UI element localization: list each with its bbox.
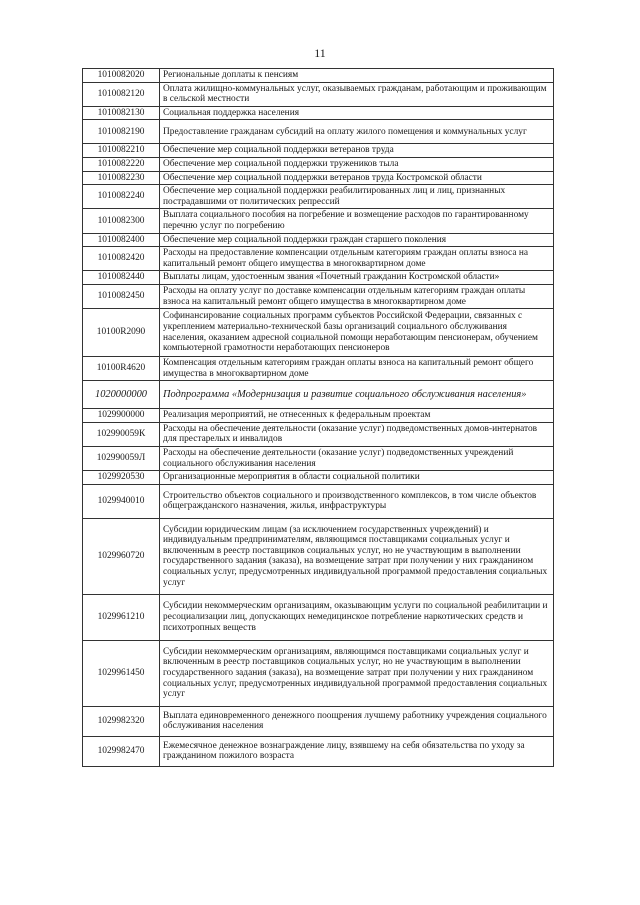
table-row	[83, 171, 554, 185]
table-row	[83, 247, 554, 271]
expense-description: Софинансирование социальных программ субъектов Российской Федерации, связанных с укреплением материально-технической базы организаций социального обслуживания населения, оказанием адресной социальной помощи неработающим пенсионерам, обучением компьютерной грамотности неработающих пенсионеров	[160, 309, 554, 357]
classification-code: 1010082130	[83, 106, 160, 120]
classification-code: 10100R4620	[83, 357, 160, 381]
classification-code: 1010082020	[83, 69, 160, 83]
table-row	[83, 144, 554, 158]
table-row	[83, 736, 554, 766]
expense-description: Реализация мероприятий, не отнесенных к федеральным проектам	[160, 409, 554, 423]
table-row	[83, 284, 554, 308]
expense-description: Региональные доплаты к пенсиям	[160, 69, 554, 83]
classification-code: 1029900000	[83, 409, 160, 423]
classification-code: 1010082450	[83, 284, 160, 308]
table-row	[83, 518, 554, 594]
classification-code: 1020000000	[83, 381, 160, 409]
expense-description: Подпрограмма «Модернизация и развитие социального обслуживания населения»	[160, 381, 554, 409]
table-body	[83, 69, 554, 767]
expense-description: Социальная поддержка населения	[160, 106, 554, 120]
table-row	[83, 422, 554, 446]
table-row	[83, 185, 554, 209]
classification-code: 1010082190	[83, 120, 160, 144]
table-row	[83, 484, 554, 518]
expense-description: Обеспечение мер социальной поддержки ветеранов труда Костромской области	[160, 171, 554, 185]
classification-code: 1029920530	[83, 471, 160, 485]
table-row	[83, 409, 554, 423]
classification-code: 1010082420	[83, 247, 160, 271]
table-row	[83, 106, 554, 120]
classification-code: 1010082220	[83, 157, 160, 171]
table-row	[83, 209, 554, 233]
classification-code: 1029982320	[83, 706, 160, 736]
budget-codes-table	[82, 68, 554, 767]
table-row	[83, 271, 554, 285]
classification-code: 1010082210	[83, 144, 160, 158]
classification-code: 1010082230	[83, 171, 160, 185]
table-row	[83, 706, 554, 736]
expense-description: Субсидии некоммерческим организациям, являющимся поставщиками социальных услуг и включенным в реестр поставщиков социальных услуг, но не участвующим в выполнении государственного задания (заказа), на возмещение затрат при получении у них гражданином социальных услуг, предусмотренных индивидуальной программой предоставления социальных услуг	[160, 640, 554, 706]
table-row	[83, 357, 554, 381]
classification-code: 1010082400	[83, 233, 160, 247]
expense-description: Обеспечение мер социальной поддержки тружеников тыла	[160, 157, 554, 171]
classification-code: 1010082120	[83, 82, 160, 106]
expense-description: Субсидии юридическим лицам (за исключением государственных учреждений) и индивидуальным предпринимателям, являющимся поставщиками социальных услуг и включенным в реестр поставщиков социальных услуг, но не участвующим в выполнении государственного задания (заказа), на возмещение затрат при получении у них гражданином социальных услуг, предусмотренных индивидуальной программой предоставления социальных услуг	[160, 518, 554, 594]
classification-code: 102990059Л	[83, 447, 160, 471]
expense-description: Компенсация отдельным категориям граждан оплаты взноса на капитальный ремонт общего имущества в многоквартирном доме	[160, 357, 554, 381]
table-row	[83, 471, 554, 485]
classification-code: 1029960720	[83, 518, 160, 594]
expense-description: Расходы на предоставление компенсации отдельным категориям граждан оплаты взноса на капитальный ремонт общего имущества в многоквартирном доме	[160, 247, 554, 271]
expense-description: Расходы на оплату услуг по доставке компенсации отдельным категориям граждан оплаты взноса на капитальный ремонт общего имущества в многоквартирном доме	[160, 284, 554, 308]
table-row	[83, 233, 554, 247]
expense-description: Выплата единовременного денежного поощрения лучшему работнику учреждения социального обслуживания населения	[160, 706, 554, 736]
table-row	[83, 594, 554, 640]
expense-description: Организационные мероприятия в области социальной политики	[160, 471, 554, 485]
classification-code: 1029982470	[83, 736, 160, 766]
table-row	[83, 447, 554, 471]
expense-description: Обеспечение мер социальной поддержки реабилитированных лиц и лиц, признанных пострадавшими от политических репрессий	[160, 185, 554, 209]
expense-description: Выплата социального пособия на погребение и возмещение расходов по гарантированному перечню услуг по погребению	[160, 209, 554, 233]
classification-code: 10100R2090	[83, 309, 160, 357]
expense-description: Выплаты лицам, удостоенным звания «Почетный гражданин Костромской области»	[160, 271, 554, 285]
table-row	[83, 381, 554, 409]
expense-description: Расходы на обеспечение деятельности (оказание услуг) подведомственных учреждений социального обслуживания населения	[160, 447, 554, 471]
expense-description: Субсидии некоммерческим организациям, оказывающим услуги по социальной реабилитации и ресоциализации лиц, допускающих немедицинское потребление наркотических средств и психотропных веществ	[160, 594, 554, 640]
classification-code: 1010082300	[83, 209, 160, 233]
expense-description: Обеспечение мер социальной поддержки ветеранов труда	[160, 144, 554, 158]
page-number: 11	[314, 46, 326, 60]
expense-description: Строительство объектов социального и производственного комплексов, в том числе объектов общегражданского назначения, жилья, инфраструктуры	[160, 484, 554, 518]
classification-code: 1010082240	[83, 185, 160, 209]
classification-code: 1010082440	[83, 271, 160, 285]
expense-description: Предоставление гражданам субсидий на оплату жилого помещения и коммунальных услуг	[160, 120, 554, 144]
table-row	[83, 640, 554, 706]
table-row	[83, 82, 554, 106]
table-row	[83, 157, 554, 171]
table-row	[83, 69, 554, 83]
table-row	[83, 309, 554, 357]
classification-code: 102990059К	[83, 422, 160, 446]
classification-code: 1029940010	[83, 484, 160, 518]
expense-description: Расходы на обеспечение деятельности (оказание услуг) подведомственных домов-интернатов для престарелых и инвалидов	[160, 422, 554, 446]
classification-code: 1029961210	[83, 594, 160, 640]
table-row	[83, 120, 554, 144]
expense-description: Ежемесячное денежное вознаграждение лицу, взявшему на себя обязательства по уходу за гражданином пожилого возраста	[160, 736, 554, 766]
classification-code: 1029961450	[83, 640, 160, 706]
expense-description: Оплата жилищно-коммунальных услуг, оказываемых гражданам, работающим и проживающим в сельской местности	[160, 82, 554, 106]
expense-description: Обеспечение мер социальной поддержки граждан старшего поколения	[160, 233, 554, 247]
